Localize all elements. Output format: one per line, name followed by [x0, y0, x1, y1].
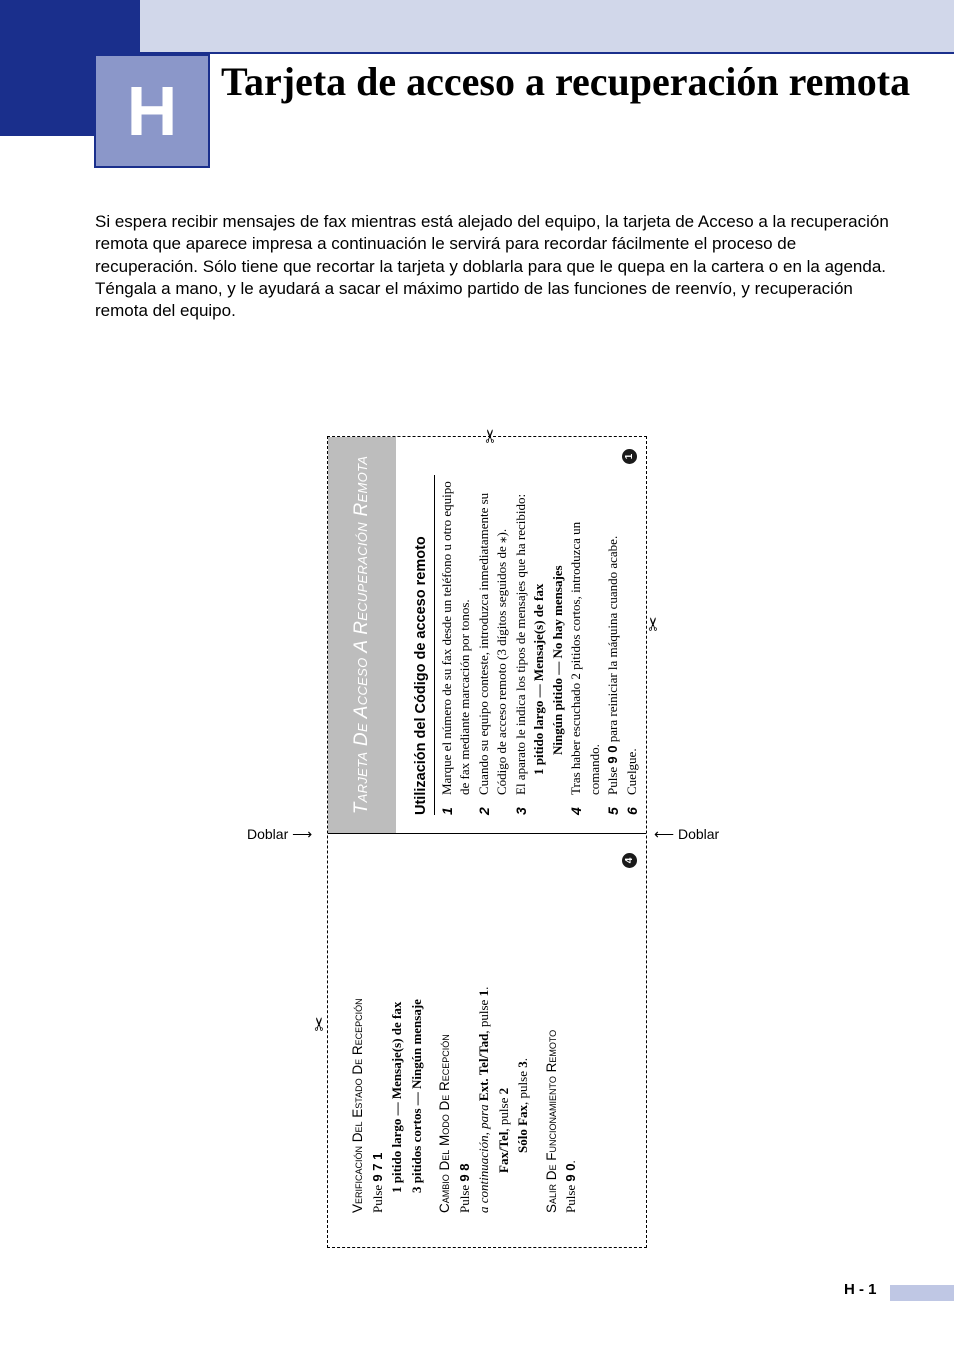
section-title: Salir De Funcionamiento Remoto [543, 1029, 559, 1213]
section-line: a continuación, para Ext. Tel/Tad, pulse 1. [476, 986, 491, 1213]
step-item: 2 Cuando su equipo conteste, introduzca inmediatamente su Código de acceso remoto (3 dígitos seguidos de ⁎). [475, 492, 509, 815]
scissors-icon: ✂ [643, 616, 664, 632]
chapter-badge [94, 54, 210, 168]
panel-heading: Utilización del Código de acceso remoto [412, 475, 435, 815]
scissors-icon: ✂ [480, 428, 501, 444]
step-item: 4 Tras haber escuchado 2 pitidos cortos, introduzca un comando. [568, 521, 602, 815]
section-title: Cambio Del Modo De Recepción [437, 1034, 452, 1213]
step-item: 1 Marque el número de su fax desde un teléfono u otro equipo de fax mediante marcación por tonos. [438, 481, 472, 815]
section-line: 1 pitido largo — Mensaje(s) de fax [389, 1001, 404, 1193]
message-type-line: Ningún pitido — No hay mensajes [549, 565, 565, 755]
section-line: 3 pitidos cortos — Ningún mensaje [408, 999, 424, 1193]
remote-access-card [309, 428, 664, 1248]
step-item: 5 Pulse 9 0 para reiniciar la máquina cuando acabe. [605, 535, 621, 815]
section-line: Pulse 9 0. [563, 1160, 578, 1213]
message-type-line: 1 pitido largo — Mensaje(s) de fax [531, 583, 546, 775]
section-title: Verificación Del Estado De Recepción [350, 998, 365, 1213]
fold-label-left: Doblar ⟶ [247, 826, 313, 842]
step-item: 6 Cuelgue. [623, 748, 640, 815]
card-title: Tarjeta De Acceso A Recuperación Remota [351, 455, 372, 815]
section-line: Pulse 9 7 1 [369, 1152, 385, 1213]
panel-number-badge: 4 [622, 853, 637, 868]
section-line: Fax/Tel, pulse 2 [495, 1087, 511, 1173]
scissors-icon: ✂ [309, 1016, 330, 1032]
intro-paragraph: Si espera recibir mensajes de fax mientras está alejado del equipo, la tarjeta de Acceso a la recuperación remota que aparece impresa a continuación le servirá para recordar fácilmente el proceso de recuperación. Sólo tiene que recortar la tarjeta y doblarla para que le quepa en la cartera o en la agenda. Téngala a mano, y le ayudará a sacar el máximo partido de las funciones de reenvío, y recuperación remota del equipo. [95, 212, 889, 321]
panel-quick-commands [348, 913, 581, 1213]
step-item: 3 El aparato le indica los tipos de mensajes que ha recibido: [512, 493, 529, 815]
footer-bar [890, 1285, 954, 1301]
page-number: H - 1 [844, 1281, 877, 1298]
header-rule [140, 52, 954, 54]
panel-number-badge: 1 [622, 449, 637, 464]
chapter-letter: H [126, 72, 178, 150]
page-title: Tarjeta de acceso a recuperación remota [221, 59, 911, 104]
section-line: Pulse 9 8 [456, 1163, 472, 1213]
panel-remote-code-usage [412, 475, 641, 815]
fold-label-right: ⟵ Doblar [654, 826, 720, 842]
fold-line [328, 833, 646, 834]
section-line: Sólo Fax, pulse 3. [515, 1058, 530, 1153]
header-band [140, 0, 954, 52]
